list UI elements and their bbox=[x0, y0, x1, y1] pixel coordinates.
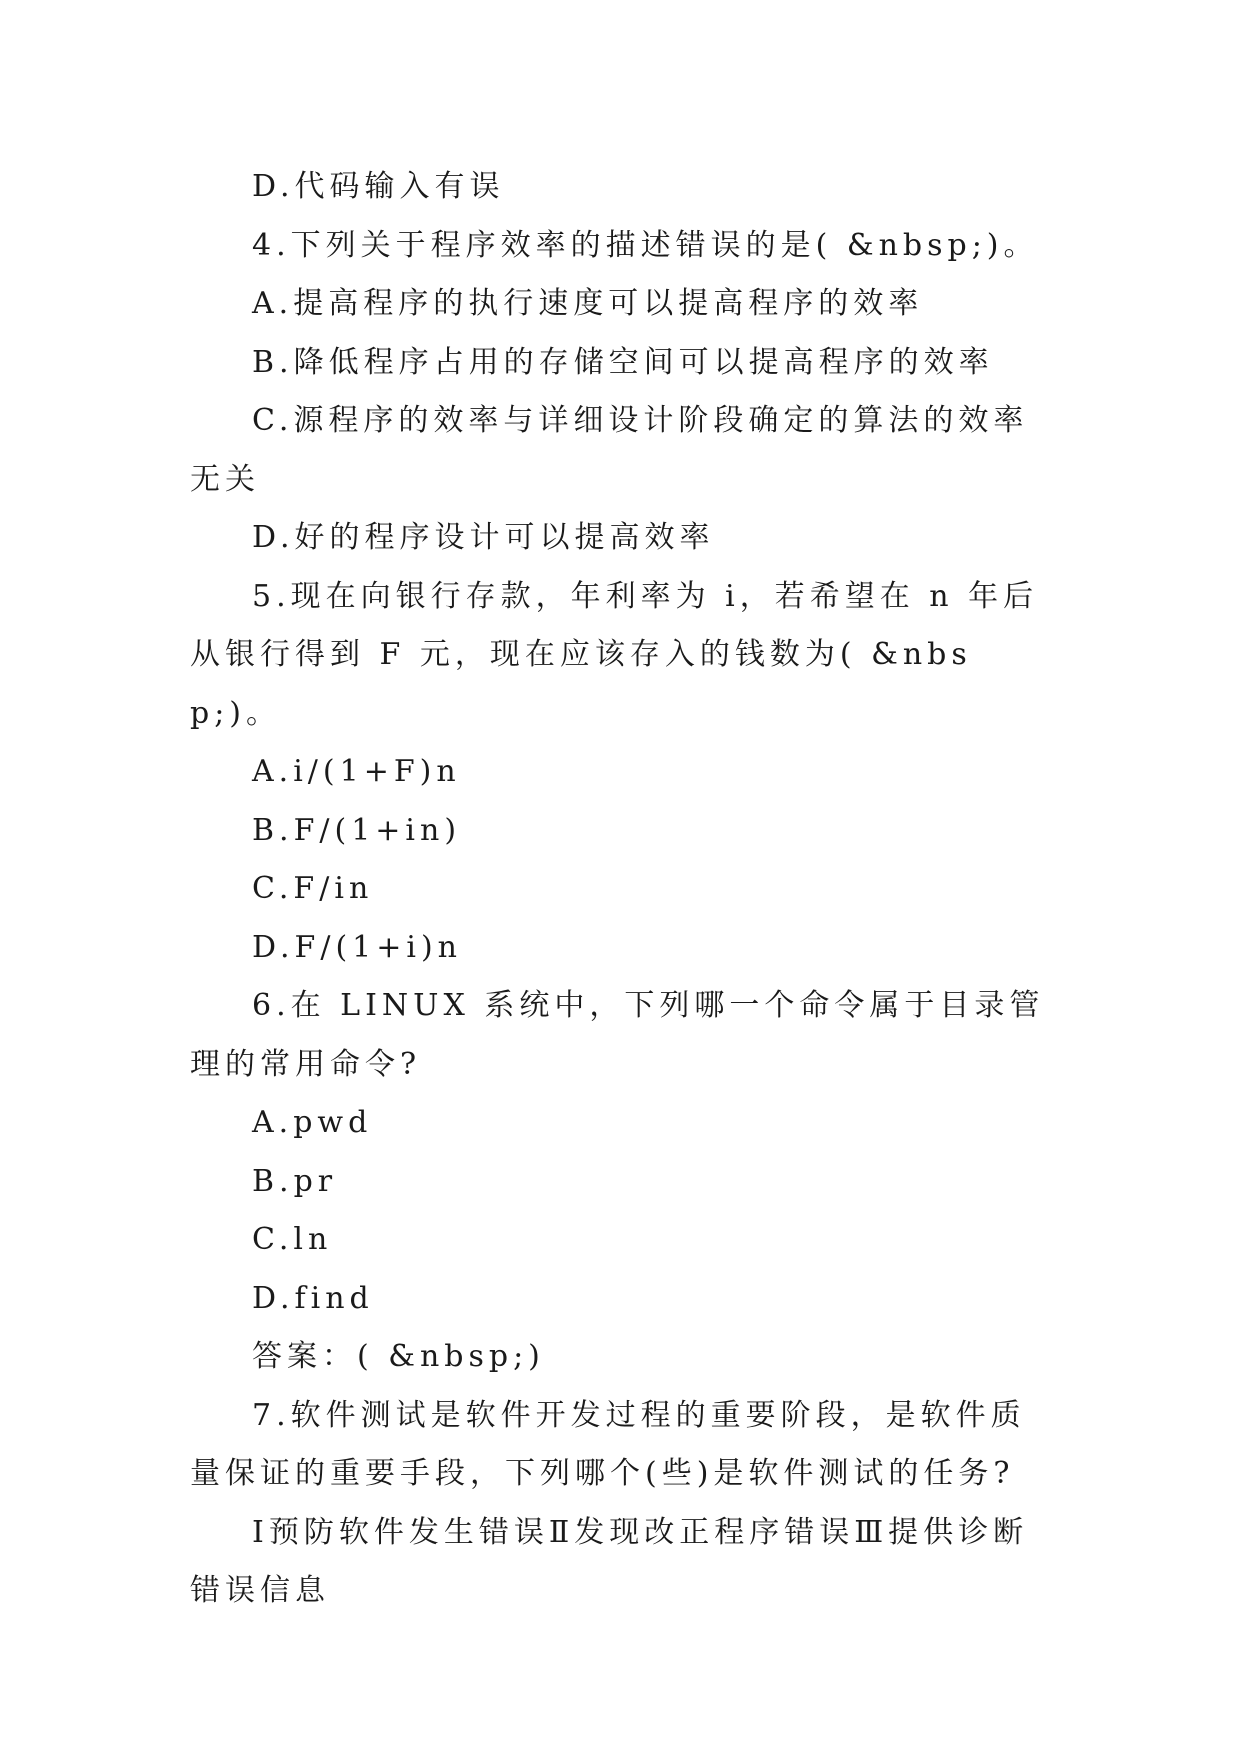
option-d-q3: D.代码输入有误 bbox=[252, 169, 505, 204]
document-body bbox=[190, 158, 1050, 1621]
option-c-q5: C.F/in bbox=[252, 871, 374, 906]
question-7: 7.软件测试是软件开发过程的重要阶段，是软件质量保证的重要手段，下列哪个(些)是软件测试的任务? bbox=[190, 1397, 1026, 1491]
option-a-q5: A.i/(1+F)n bbox=[252, 754, 461, 789]
question-5: 5.现在向银行存款，年利率为 i，若希望在 n 年后从银行得到 F 元，现在应该存入的钱数为( &nbsp;)。 bbox=[190, 578, 1039, 731]
option-b-q6: B.pr bbox=[252, 1163, 338, 1199]
option-d-q4: D.好的程序设计可以提高效率 bbox=[252, 520, 715, 555]
option-a-q4: A.提高程序的执行速度可以提高程序的效率 bbox=[252, 286, 924, 321]
option-b-q5: B.F/(1+in) bbox=[252, 812, 462, 848]
option-d-q6: D.find bbox=[252, 1280, 374, 1316]
option-a-q6: A.pwd bbox=[252, 1105, 373, 1140]
option-d-q5: D.F/(1+i)n bbox=[252, 929, 462, 965]
question-6: 6.在 LINUX 系统中，下列哪一个命令属于目录管理的常用命令? bbox=[190, 988, 1045, 1082]
answer-line: 答案：( &nbsp;) bbox=[252, 1339, 545, 1374]
question-4: 4.下列关于程序效率的描述错误的是( &nbsp;)。 bbox=[252, 227, 1039, 263]
question-7-items: Ⅰ预防软件发生错误Ⅱ发现改正程序错误Ⅲ提供诊断错误信息 bbox=[190, 1514, 1029, 1608]
option-c-q6: C.ln bbox=[252, 1222, 333, 1257]
option-b-q4: B.降低程序占用的存储空间可以提高程序的效率 bbox=[252, 344, 994, 380]
option-c-q4: C.源程序的效率与详细设计阶段确定的算法的效率无关 bbox=[190, 403, 1029, 497]
